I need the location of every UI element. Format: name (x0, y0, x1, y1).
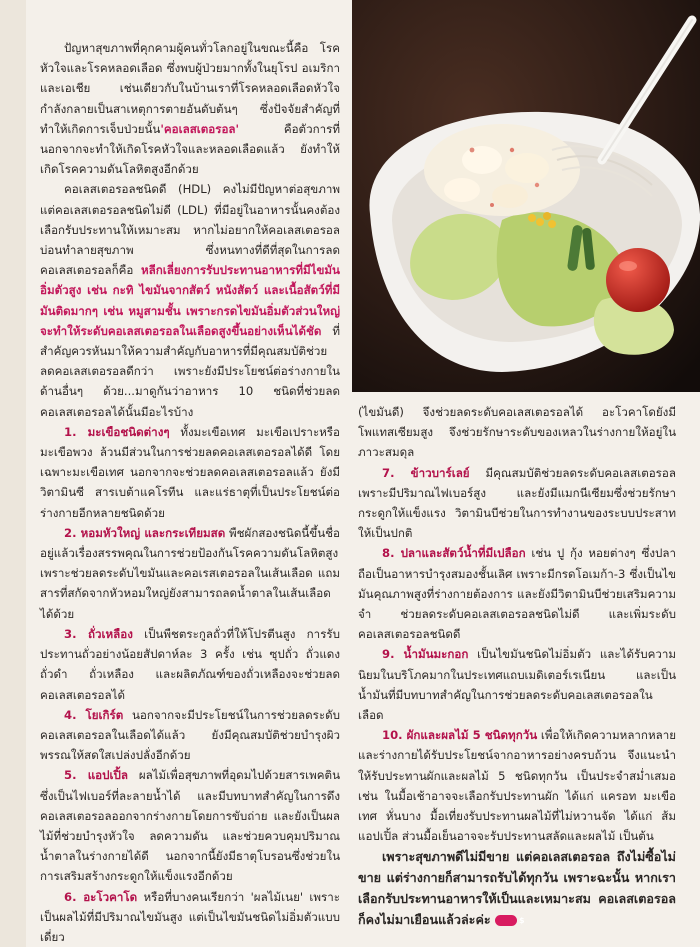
list-item (358, 463, 676, 544)
item-text: เพื่อให้เกิดความหลากหลายและร่างกายได้รับประโยชน์จากอาหารอย่างครบถ้วน จึงแนะนำให้รับประทานผักและผลไม้ 5 ชนิดทุกวัน เป็นประจำสม่ำเสมอ เช่น ในมื้อเช้าอาจจะเลือกรับประทานผัก ได้แก่ แครอท มะเขือเทศ หั่นบาง มื้อเที่ยงรับประทานผลไม้ที่ไม่หวานจัด ได้แก่ ส้ม แอปเปิ้ล ส่วนมื้อเย็นอาจจะรับประทานสลัดและผลไม้ เป็นต้น (358, 728, 676, 844)
item-title: 3. ถั่วเหลือง (64, 626, 133, 641)
item-title: 1. มะเขือชนิดต่างๆ (64, 424, 170, 439)
end-of-article-icon: $ (495, 915, 517, 926)
item-title: 4. โยเกิร์ต (64, 707, 124, 722)
item-text: เป็นไขมันชนิดไม่อิ่มตัว และได้รับความนิยมในบริโภคมากในประเทศแถบเมดิเตอร์เรเนียน และเป็นน้ำมันที่มีบทบาทสำคัญในการช่วยลดระดับคอเลสเตอรอลในเลือด (358, 647, 676, 723)
item-text: เป็นพืชตระกูลถั่วที่ให้โปรตีนสูง การรับประทานถั่วอย่างน้อยสัปดาห์ละ 3 ครั้ง เช่น ซุปถั่ว ถั่วแดง ถั่วดำ ถั่วเหลือง และผลิตภัณฑ์ของถั่วเหลืองจะช่วยลดคอเลสเตอรอลได้ (40, 626, 341, 702)
intro-lead: ปัญหาสุขภาพที่คุกคามผู้คนทั่วโลกอยู่ในขณะนี้คือ โรคหัวใจและโรคหลอดเลือด ซึ่งพบผู้ป่วยมากทั้งในยุโรป อเมริกาและเอเชีย เช่นเดียวกับในบ้านเราที่โรคหลอดเลือดหัวใจกำลังกลายเป็นสาเหตุการตายอันดับต้นๆ ซึ่งปัจจัยสำคัญที่ทำให้เกิดการเจ็บป่วยนั้น (40, 41, 340, 136)
list-item (40, 523, 340, 624)
intro-tail: คือตัวการที่นอกจากจะทำให้เกิดโรคหัวใจและหลอดเลือดแล้ว ยังทำให้เกิดโรคความดันโลหิตสูงอีกด้วย (40, 121, 340, 177)
conclusion-text: เพราะสุขภาพดีไม่มีขาย แต่คอเลสเตอรอล ถึงไม่ซื้อไม่ขาย แต่ร่างกายก็สามารถรับได้ทุกวัน เพราะฉะนั้น หากเราเลือกรับประทานอาหารให้เป็นและเหมาะสม คอเลสเตอรอลก็คงไม่มาเยือนแล้วล่ะค่ะ (358, 849, 676, 928)
list-item (358, 644, 676, 725)
para2-text2: ที่สำคัญควรหันมาให้ความสำคัญกับอาหารที่มีคุณสมบัติช่วยลดคอเลสเตอรอลดีกว่า เพราะยังมีประโยชน์ต่อร่างกายในด้านอื่นๆ ด้วย...มาดูกันว่าอาหาร 10 ชนิดที่ช่วยลดคอเลสเตอรอลได้นั้นมีอะไรบ้าง (40, 323, 340, 419)
item-title: 2. หอมหัวใหญ่ และกระเทียมสด (64, 525, 226, 540)
item-text: มีคุณสมบัติช่วยลดระดับคอเลสเตอรอล เพราะมีปริมาณไฟเบอร์สูง และยังมีแมกนีเซียมซึ่งช่วยรักษากระดูกให้แข็งแรง วิตามินบีช่วยในการทำงานของระบบประสาทให้เป็นปกติ (358, 465, 676, 541)
item-title: 10. ผักและผลไม้ 5 ชนิดทุกวัน (382, 728, 538, 743)
para2-highlight: หลีกเลี่ยงการรับประทานอาหารที่มีไขมันอิ่มตัวสูง เช่น กะทิ ไขมันจากสัตว์ หนังสัตว์ และเนื้อสัตว์ที่มีมันติดมากๆ เช่น หมูสามชั้น เพราะกรดไขมันอิ่มตัวส่วนใหญ่ จะทำให้ระดับคอเลสเตอรอลในเลือดสูงขึ้นอย่างเห็นได้ชัด (40, 263, 340, 338)
item-title: 7. ข้าวบาร์เลย์ (382, 465, 470, 480)
body-paragraph-2 (40, 179, 340, 421)
conclusion-paragraph (358, 846, 676, 930)
item-text: นอกจากจะมีประโยชน์ในการช่วยลดระดับคอเลสเตอรอลในเลือดได้แล้ว ยังมีคุณสมบัติช่วยบำรุงผิวพรรณให้สดใสเปล่งปลั่งอีกด้วย (40, 707, 340, 763)
list-item (40, 422, 340, 523)
item-title: 5. แอปเปิ้ล (64, 768, 128, 783)
para2-text1: คอเลสเตอรอลชนิดดี (HDL) คงไม่มีปัญหาต่อสุขภาพ แต่คอเลสเตอรอลชนิดไม่ดี (LDL) ที่มีอยู่ในอาหารนั้นคงต้องเลือกรับประทานให้เหมาะสม หากไม่อยากให้คอเลสเตอรอลบ่อนทำลายสุขภาพ ซึ่งหนทางที่ดีที่สุดในการลดคอเลสเตอรอลก็คือ (40, 182, 340, 278)
list-item (40, 887, 340, 947)
item-text: หรือที่บางคนเรียกว่า 'ผลไม้เนย' เพราะเป็นผลไม้ที่มีปริมาณไขมันสูง แต่เป็นไขมันชนิดไม่อิ่มตัวแบบเดี่ยว (40, 889, 340, 944)
right-column (358, 402, 676, 930)
item6-continuation: (ไขมันดี) จึงช่วยลดระดับคอเลสเตอรอลได้ อะโวคาโดยังมีโพแทสเซียมสูง จึงช่วยรักษาระดับของเหลวในร่างกายให้อยู่ในภาวะสมดุล (358, 405, 676, 460)
item-text: ผลไม้เพื่อสุขภาพที่อุดมไปด้วยสารเพคติน ซึ่งเป็นไฟเบอร์ที่ละลายน้ำได้ และมีบทบาทสำคัญในการดึงคอเลสเตอรอลออกจากร่างกายโดยการขับถ่าย และยังเป็นผลไม้ที่ช่วยบำรุงหัวใจ ลดความดัน และช่วยควบคุมปริมาณน้ำตาลในร่างกายได้ดี นอกจากนี้ยังมีธาตุโบรอนซึ่งช่วยในการเสริมสร้างกระดูกให้แข็งแรงอีกด้วย (40, 768, 340, 884)
intro-highlight: 'คอเลสเตอรอล' (160, 121, 240, 136)
list-item (40, 765, 340, 886)
list-item (358, 543, 676, 644)
salad-photo (352, 0, 700, 392)
left-column (40, 38, 340, 947)
list-item (40, 705, 340, 766)
list-item (358, 725, 676, 846)
intro-paragraph (40, 38, 340, 179)
salad-photo-illustration (352, 0, 700, 392)
item-text: พืชผักสองชนิดนี้ขึ้นชื่ออยู่แล้วเรื่องสรรพคุณในการช่วยป้องกันโรคความดันโลหิตสูง เพราะช่วยลดระดับไขมันและคอเรสเตอรอลในเส้นเลือด แถมสารที่สกัดจากหัวหอมใหญ่ยังสามารถลดน้ำตาลในเส้นเลือดได้ด้วย (40, 525, 340, 621)
page-gutter (0, 0, 26, 947)
item-text: ทั้งมะเขือเทศ มะเขือเปราะหรือมะเขือพวง ล้วนมีส่วนในการช่วยลดคอเลสเตอรอลได้ดี โดยเฉพาะมะเขือเทศ นอกจากจะช่วยลดคอเลสเตอรอลแล้ว ยังมีวิตามินซี สารเบต้าแคโรทีน และแร่ธาตุที่เป็นประโยชน์ต่อร่างกายอีกหลายชนิดด้วย (40, 424, 341, 520)
item-title: 6. อะโวคาโด (64, 889, 138, 904)
item-title: 8. ปลาและสัตว์น้ำที่มีเปลือก (382, 546, 526, 561)
list-item (40, 624, 340, 705)
item-text: เช่น ปู กุ้ง หอยต่างๆ ซึ่งปลาถือเป็นอาหารบำรุงสมองชั้นเลิศ เพราะมีกรดโอเมก้า-3 ซึ่งเป็นไขมันคุณภาพสูงที่ร่างกายต้องการ และยังมีวิตามินบีช่วยเสริมความจำ ช่วยลดระดับคอเลสเตอรอลชนิดไม่ดี และเพิ่มระดับคอเลสเตอรอลชนิดดี (358, 546, 677, 642)
item-title: 9. น้ำมันมะกอก (382, 647, 469, 662)
